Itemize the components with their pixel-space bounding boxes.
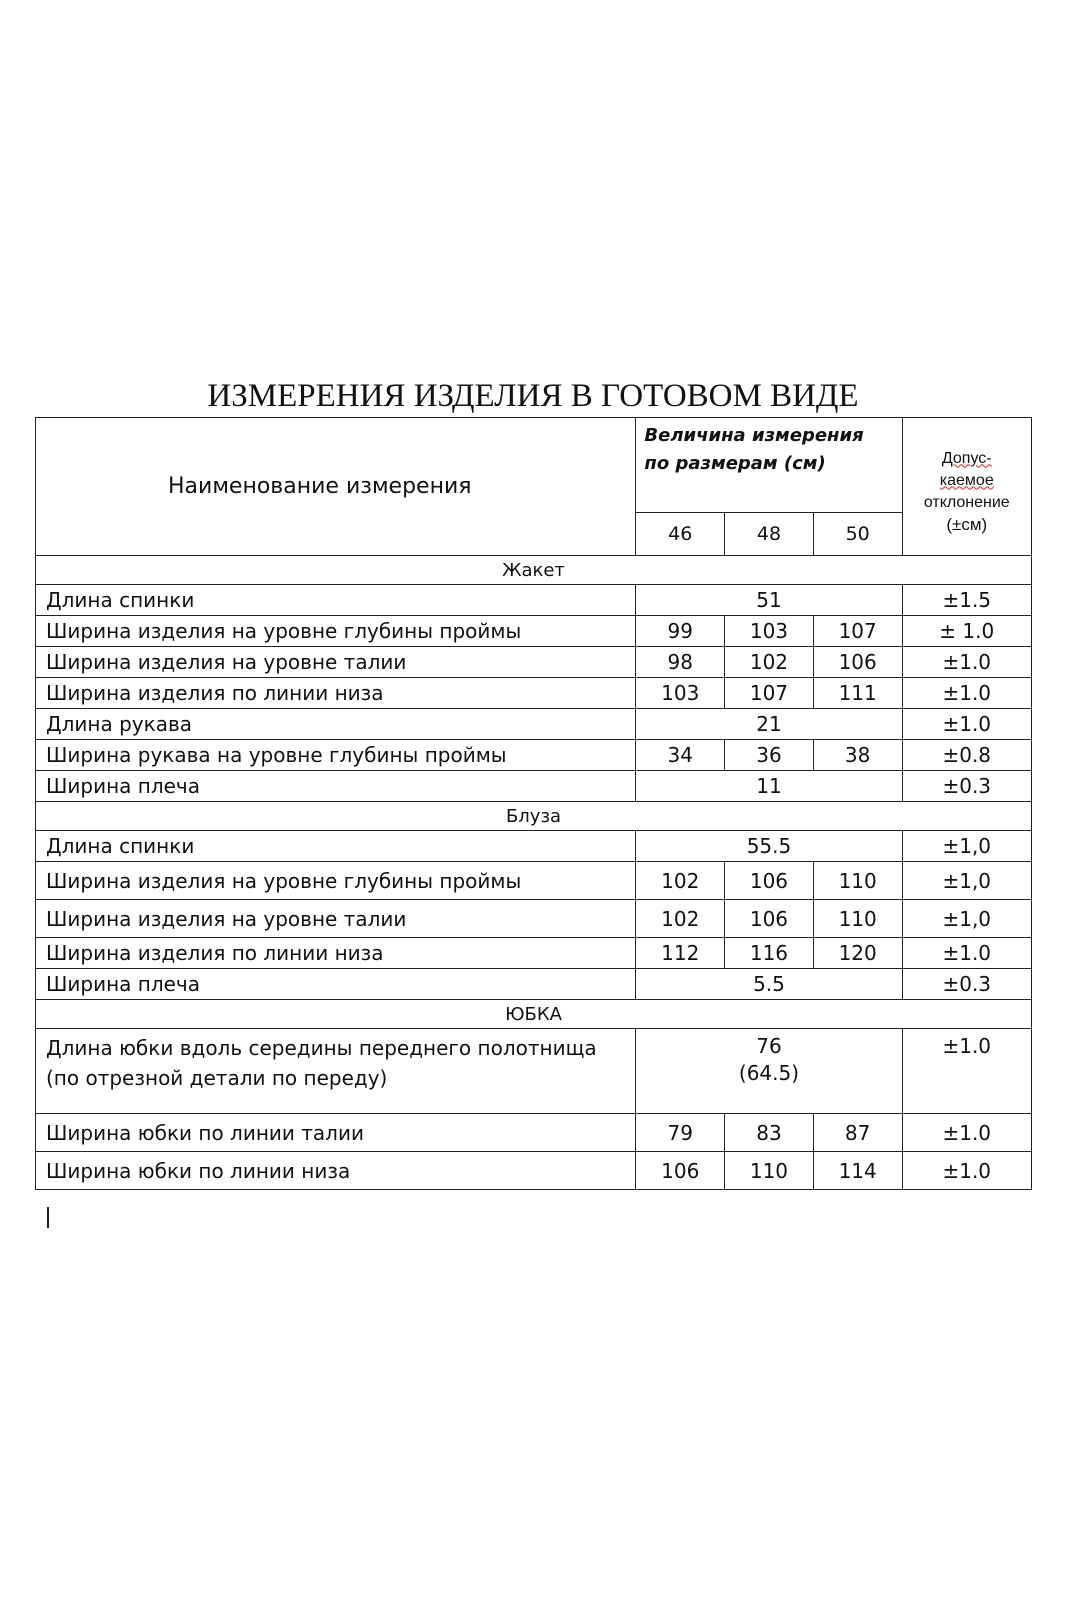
- row-value-48: 106: [725, 900, 814, 938]
- row-label: Ширина плеча: [36, 771, 636, 802]
- row-value-50: 111: [813, 678, 902, 709]
- section-title: ЮБКА: [36, 1000, 1032, 1029]
- row-value-46: 103: [636, 678, 725, 709]
- table-row: [36, 862, 1032, 900]
- row-value: 21: [636, 709, 902, 740]
- row-label: Длина рукава: [36, 709, 636, 740]
- table-row: [36, 831, 1032, 862]
- section-row-jacket: [36, 556, 1032, 585]
- table-row: [36, 969, 1032, 1000]
- measurements-table: [35, 417, 1032, 1190]
- row-value-46: 112: [636, 938, 725, 969]
- row-label-line-1: Длина юбки вдоль середины переднего полотнища: [46, 1036, 597, 1060]
- table-row: [36, 900, 1032, 938]
- row-value: 5.5: [636, 969, 902, 1000]
- row-label: Ширина изделия на уровне талии: [36, 900, 636, 938]
- row-value-50: 107: [813, 616, 902, 647]
- row-value-46: 34: [636, 740, 725, 771]
- row-tolerance: ±0.3: [902, 969, 1031, 1000]
- row-value-50: 38: [813, 740, 902, 771]
- table-row: [36, 647, 1032, 678]
- table-row: [36, 1152, 1032, 1190]
- row-value: 11: [636, 771, 902, 802]
- row-tolerance: ±1.0: [902, 1152, 1031, 1190]
- table-row: [36, 938, 1032, 969]
- row-value-46: 79: [636, 1114, 725, 1152]
- row-label: Ширина изделия по линии низа: [36, 678, 636, 709]
- page-title: ИЗМЕРЕНИЯ ИЗДЕЛИЯ В ГОТОВОМ ВИДЕ: [207, 378, 859, 414]
- row-label: Длина спинки: [36, 585, 636, 616]
- row-value-46: 106: [636, 1152, 725, 1190]
- text-cursor: [47, 1207, 49, 1228]
- row-value-48: 106: [725, 862, 814, 900]
- row-tolerance: ± 1.0: [902, 616, 1031, 647]
- row-value-50: 106: [813, 647, 902, 678]
- row-value-46: 98: [636, 647, 725, 678]
- size-48: 48: [725, 513, 814, 556]
- row-value-48: 116: [725, 938, 814, 969]
- row-label: Ширина плеча: [36, 969, 636, 1000]
- row-label: Ширина изделия по линии низа: [36, 938, 636, 969]
- row-value: 51: [636, 585, 902, 616]
- row-value: [636, 1029, 902, 1114]
- row-value-line-1: 76: [756, 1034, 782, 1058]
- row-tolerance: ±1,0: [902, 831, 1031, 862]
- row-tolerance: ±1.0: [902, 1114, 1031, 1152]
- section-row-skirt: [36, 1000, 1032, 1029]
- header-name-cell: Наименование измерения: [36, 418, 636, 556]
- row-tolerance: ±1.0: [902, 1029, 1031, 1114]
- row-value-50: 110: [813, 862, 902, 900]
- row-tolerance: ±1.0: [902, 709, 1031, 740]
- tolerance-line-3: отклонение: [923, 493, 1010, 511]
- row-label: Длина спинки: [36, 831, 636, 862]
- section-row-blouse: [36, 802, 1032, 831]
- row-value-48: 103: [725, 616, 814, 647]
- row-tolerance: ±0.8: [902, 740, 1031, 771]
- table-row: [36, 771, 1032, 802]
- row-label: Ширина изделия на уровне глубины проймы: [36, 616, 636, 647]
- section-title: Блуза: [36, 802, 1032, 831]
- table-row: [36, 616, 1032, 647]
- section-title: Жакет: [36, 556, 1032, 585]
- size-46: 46: [636, 513, 725, 556]
- row-tolerance: ±1.0: [902, 647, 1031, 678]
- row-value-50: 120: [813, 938, 902, 969]
- row-value-50: 114: [813, 1152, 902, 1190]
- row-value: 55.5: [636, 831, 902, 862]
- tolerance-line-2: каемое: [939, 471, 994, 489]
- row-value-50: 87: [813, 1114, 902, 1152]
- row-tolerance: ±1.5: [902, 585, 1031, 616]
- header-row: [36, 418, 1032, 513]
- table-row: [36, 585, 1032, 616]
- size-50: 50: [813, 513, 902, 556]
- row-label: Ширина юбки по линии низа: [36, 1152, 636, 1190]
- row-label: [36, 1029, 636, 1114]
- row-label-line-2: (по отрезной детали по переду): [46, 1066, 388, 1090]
- tolerance-line-1: Допус-: [941, 449, 992, 467]
- header-value-cell: Величина измерения по размерам (см): [636, 418, 902, 513]
- row-value-48: 36: [725, 740, 814, 771]
- table-row: [36, 740, 1032, 771]
- row-label: Ширина изделия на уровне глубины проймы: [36, 862, 636, 900]
- row-value-46: 102: [636, 862, 725, 900]
- row-label: Ширина рукава на уровне глубины проймы: [36, 740, 636, 771]
- table-row: [36, 709, 1032, 740]
- table-row: [36, 1029, 1032, 1114]
- row-value-48: 107: [725, 678, 814, 709]
- tolerance-line-4: (±см): [946, 514, 988, 534]
- table-row: [36, 1114, 1032, 1152]
- header-tolerance-cell: [902, 418, 1031, 556]
- row-label: Ширина изделия на уровне талии: [36, 647, 636, 678]
- row-value-48: 110: [725, 1152, 814, 1190]
- row-value-50: 110: [813, 900, 902, 938]
- row-tolerance: ±1,0: [902, 900, 1031, 938]
- row-tolerance: ±0.3: [902, 771, 1031, 802]
- row-value-46: 102: [636, 900, 725, 938]
- table-row: [36, 678, 1032, 709]
- row-tolerance: ±1,0: [902, 862, 1031, 900]
- row-value-48: 83: [725, 1114, 814, 1152]
- row-tolerance: ±1.0: [902, 678, 1031, 709]
- row-value-46: 99: [636, 616, 725, 647]
- row-tolerance: ±1.0: [902, 938, 1031, 969]
- row-value-line-2: (64.5): [738, 1061, 800, 1085]
- row-value-48: 102: [725, 647, 814, 678]
- row-label: Ширина юбки по линии талии: [36, 1114, 636, 1152]
